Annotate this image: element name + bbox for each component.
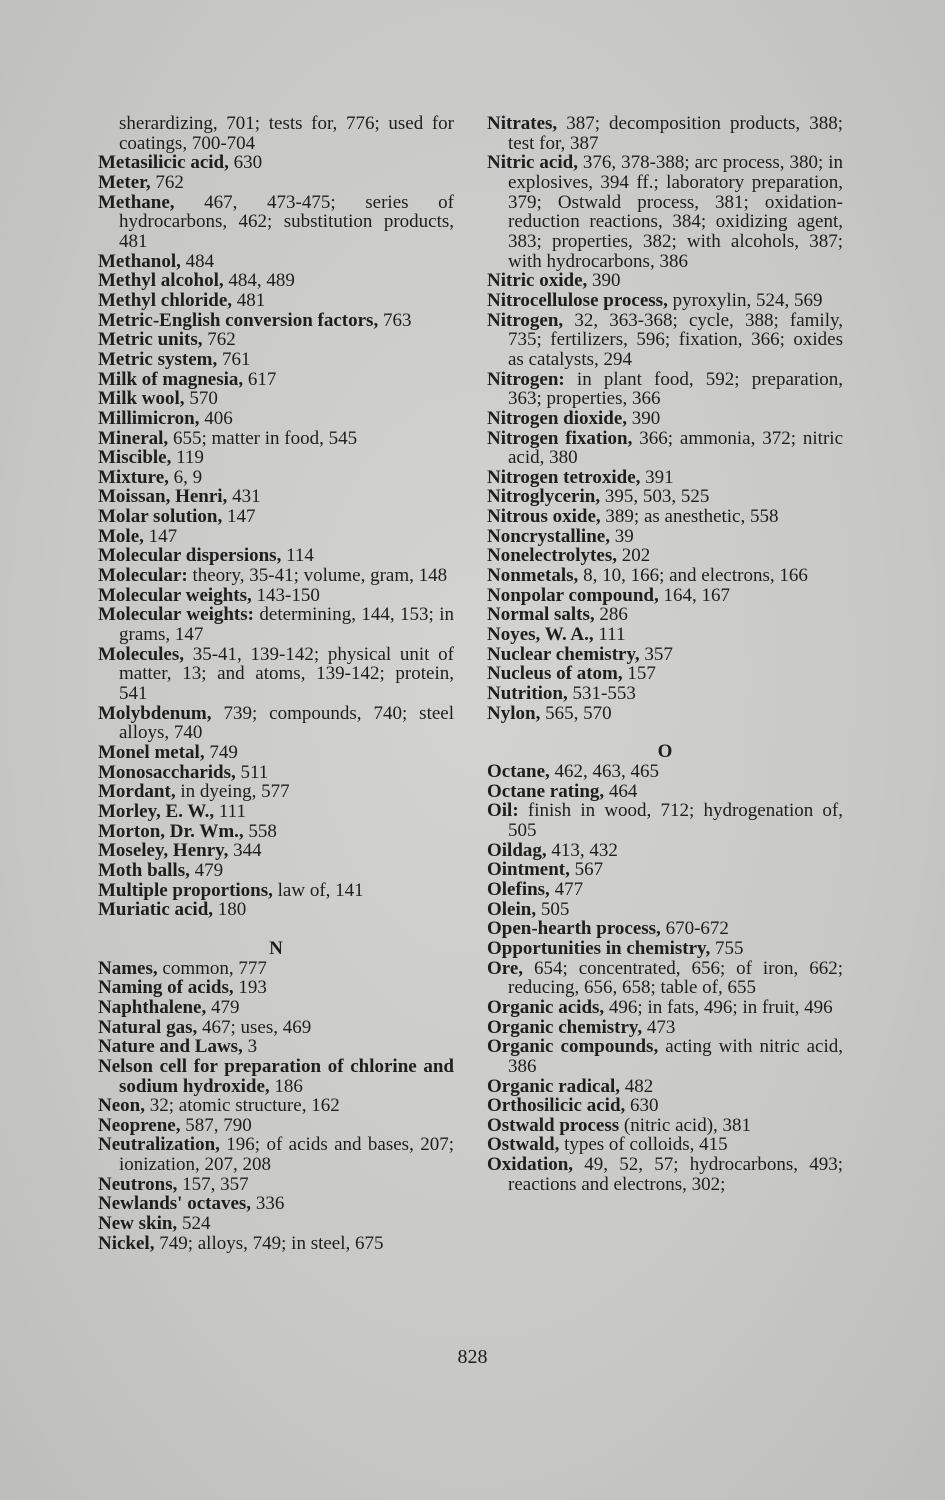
entry-pages: 496; in fats, 496; in fruit, 496: [604, 996, 833, 1018]
index-entry: [98, 1214, 454, 1234]
index-entry: [98, 291, 454, 311]
entry-term: Octane rating,: [487, 780, 605, 802]
entry-pages: 655; matter in food, 545: [168, 427, 358, 449]
index-entry: [487, 1077, 843, 1097]
entry-pages: 376, 378-388; arc process, 380; in explosives, 394 ff.; laboratory preparation, 379; Ostwald process, 381; oxidation-reduction reactions, 384; oxidizing agent, 383; properties, 382; with alcohols, 387; with hydrocarbons, 386: [508, 152, 843, 272]
index-entry: [98, 1234, 454, 1254]
entry-pages: 186: [269, 1075, 303, 1097]
index-entry: [98, 311, 454, 331]
entry-pages: 413, 432: [546, 839, 618, 861]
entry-term: Neutrons,: [98, 1173, 178, 1195]
index-entry: [98, 507, 454, 527]
entry-term: Moth balls,: [98, 859, 190, 881]
entry-pages: 344: [228, 840, 262, 862]
entry-pages: types of colloids, 415: [559, 1134, 728, 1156]
entry-term: Milk of magnesia,: [98, 368, 244, 390]
index-entry: [98, 252, 454, 272]
entry-pages: law of, 141: [272, 879, 364, 901]
index-entry: [487, 1018, 843, 1038]
entry-pages: 762: [150, 171, 184, 193]
entry-term: Molecular weights,: [98, 584, 252, 606]
entry-term: Metric system,: [98, 348, 218, 370]
right-column: [487, 114, 843, 1194]
entry-term: Nelson cell for preparation of chlorine and sodium hydroxide,: [98, 1055, 454, 1097]
entry-pages: 164, 167: [658, 584, 731, 606]
entry-term: Nylon,: [487, 702, 541, 724]
index-entry: [487, 762, 843, 782]
index-entry: [487, 704, 843, 724]
entry-pages: 511: [235, 761, 269, 783]
entry-pages: 755: [710, 937, 744, 959]
entry-term: Muriatic acid,: [98, 899, 214, 921]
index-entry: [98, 782, 454, 802]
entry-term: Neutralization,: [98, 1134, 220, 1156]
entry-term: Nucleus of atom,: [487, 663, 623, 685]
index-entry: [487, 880, 843, 900]
index-entry: [487, 271, 843, 291]
entry-pages: 390: [627, 407, 661, 429]
index-entry: [98, 566, 454, 586]
entry-pages: 114: [281, 545, 314, 567]
entry-term: Nutrition,: [487, 683, 568, 705]
entry-pages: 193: [233, 977, 267, 999]
index-entry: [487, 487, 843, 507]
index-entry: [98, 704, 454, 743]
entry-pages: 630: [625, 1095, 659, 1117]
entry-term: Moissan, Henri,: [98, 486, 228, 508]
entry-term: Monel metal,: [98, 742, 205, 763]
index-entry: [98, 1037, 454, 1057]
index-entry: [98, 763, 454, 783]
index-entry: [487, 370, 843, 409]
index-entry: [98, 881, 454, 901]
index-entry: [98, 546, 454, 566]
index-entry: [487, 429, 843, 468]
entry-term: Names,: [98, 957, 158, 979]
entry-term: Oildag,: [487, 839, 547, 861]
index-entry: [98, 861, 454, 881]
entry-term: Ointment,: [487, 859, 570, 881]
index-entry: [98, 173, 454, 193]
entry-term: Neoprene,: [98, 1114, 181, 1136]
entry-pages: 505: [536, 898, 570, 920]
index-entry: [98, 822, 454, 842]
entry-pages: 467, 473-475; series of hydrocarbons, 462; substitution products, 481: [119, 191, 454, 252]
index-entry: [487, 1135, 843, 1155]
entry-term: Molybdenum,: [98, 702, 212, 724]
entry-term: Nonelectrolytes,: [487, 545, 617, 567]
index-entry: [98, 1057, 454, 1096]
entry-pages: 482: [619, 1075, 654, 1097]
entry-pages: 531-553: [567, 683, 636, 705]
entry-pages: 389; as anesthetic, 558: [600, 506, 779, 528]
entry-pages: 6, 9: [168, 466, 203, 488]
entry-pages: 524: [177, 1213, 211, 1235]
entry-term: Nitrous oxide,: [487, 506, 601, 528]
entry-pages: sherardizing, 701; tests for, 776; used for coatings, 700-704: [119, 113, 454, 154]
entry-term: Normal salts,: [487, 604, 595, 626]
entry-pages: 477: [549, 878, 584, 900]
entry-term: Nitrogen tetroxide,: [487, 466, 641, 488]
entry-pages: 391: [640, 466, 674, 488]
index-entry: [98, 1116, 454, 1136]
entry-term: Oil:: [487, 800, 519, 822]
index-entry: [98, 114, 454, 153]
entry-pages: 387; decomposition products, 388; test for, 387: [508, 113, 843, 154]
index-entry: [98, 841, 454, 861]
entry-term: Meter,: [98, 171, 151, 193]
entry-pages: 390: [587, 270, 621, 292]
entry-term: New skin,: [98, 1213, 178, 1235]
index-entry: [487, 959, 843, 998]
entry-pages: 464: [604, 780, 638, 802]
index-entry: [98, 468, 454, 488]
index-entry: [487, 801, 843, 840]
index-entry: [98, 350, 454, 370]
entry-pages: (nitric acid), 381: [619, 1114, 752, 1136]
index-entry: [98, 330, 454, 350]
entry-term: Organic chemistry,: [487, 1016, 643, 1038]
index-entry: [487, 468, 843, 488]
index-entry: [487, 311, 843, 370]
entry-pages: 479: [206, 996, 240, 1018]
entry-pages: 484: [180, 250, 215, 272]
entry-pages: 749: [204, 742, 238, 763]
entry-pages: 739; compounds, 740; steel alloys, 740: [119, 702, 454, 744]
index-entry: [98, 527, 454, 547]
entry-pages: 157: [622, 663, 656, 685]
entry-pages: 366; ammonia, 372; nitric acid, 380: [508, 427, 844, 469]
entry-pages: 479: [189, 859, 224, 881]
entry-pages: determining, 144, 153; in grams, 147: [119, 604, 455, 646]
index-entry: [487, 919, 843, 939]
entry-term: Opportunities in chemistry,: [487, 937, 711, 959]
entry-term: Molecular weights:: [98, 604, 254, 626]
entry-term: Nonpolar compound,: [487, 584, 659, 606]
index-entry: [487, 114, 843, 153]
entry-pages: finish in wood, 712; hydrogenation of, 505: [508, 800, 843, 841]
entry-pages: 670-672: [660, 918, 729, 940]
entry-term: Nitrogen:: [487, 368, 565, 390]
entry-term: Naming of acids,: [98, 977, 234, 999]
index-entry: [487, 507, 843, 527]
entry-term: Nitroglycerin,: [487, 486, 601, 508]
entry-term: Oxidation,: [487, 1154, 574, 1176]
entry-term: Monosaccharids,: [98, 761, 236, 783]
entry-pages: 630: [228, 152, 263, 174]
index-entry: [487, 625, 843, 645]
entry-term: Noncrystalline,: [487, 525, 610, 547]
entry-pages: 111: [593, 624, 626, 646]
index-entry: [98, 998, 454, 1018]
entry-term: Ostwald process: [487, 1114, 620, 1136]
entry-term: Nitrates,: [487, 113, 558, 134]
index-entry: [98, 1096, 454, 1116]
entry-term: Nickel,: [98, 1232, 155, 1254]
index-entry: [487, 860, 843, 880]
entry-term: Olefins,: [487, 878, 550, 900]
entry-term: Organic acids,: [487, 996, 605, 1018]
entry-pages: 3: [242, 1036, 258, 1058]
entry-pages: 39: [609, 525, 634, 547]
entry-pages: 565, 570: [540, 702, 612, 724]
entry-term: Molecules,: [98, 643, 185, 665]
entry-term: Methyl chloride,: [98, 289, 233, 311]
index-entry: [98, 743, 454, 763]
index-entry: [487, 1116, 843, 1136]
entry-term: Methanol,: [98, 250, 181, 272]
entry-term: Nitric acid,: [487, 152, 578, 174]
entry-pages: 286: [594, 604, 628, 626]
entry-term: Mixture,: [98, 466, 169, 488]
entry-term: Mole,: [98, 525, 144, 547]
entry-pages: 762: [202, 329, 236, 351]
entry-pages: 35-41, 139-142; physical unit of matter, 13; and atoms, 139-142; protein, 541: [119, 643, 454, 705]
index-entry: [98, 448, 454, 468]
entry-pages: 467; uses, 469: [197, 1016, 312, 1038]
entry-term: Nitrogen fixation,: [487, 427, 633, 449]
index-entry: [98, 802, 454, 822]
entry-pages: 202: [616, 545, 651, 567]
entry-term: Nature and Laws,: [98, 1036, 243, 1058]
index-entry: [98, 1175, 454, 1195]
entry-pages: 395, 503, 525: [600, 486, 710, 508]
entry-term: Molar solution,: [98, 506, 223, 528]
index-entry: [98, 389, 454, 409]
index-entry: [98, 1194, 454, 1214]
entry-pages: 32, 363-368; cycle, 388; family, 735; fertilizers, 596; fixation, 366; oxides as catalysts, 294: [508, 309, 843, 370]
entry-term: Mineral,: [98, 427, 169, 449]
entry-term: Nonmetals,: [487, 565, 579, 587]
entry-term: Nitrogen,: [487, 309, 564, 331]
entry-term: Open-hearth process,: [487, 918, 661, 940]
index-entry: [487, 153, 843, 271]
entry-pages: in plant food, 592; preparation, 363; properties, 366: [508, 368, 843, 410]
entry-pages: 617: [243, 368, 277, 390]
entry-term: Natural gas,: [98, 1016, 198, 1038]
entry-pages: 761: [217, 348, 251, 370]
index-entry: [487, 605, 843, 625]
index-entry: [98, 1135, 454, 1174]
entry-term: Organic radical,: [487, 1075, 620, 1097]
index-entry: [98, 586, 454, 606]
entry-term: Moseley, Henry,: [98, 840, 229, 862]
entry-pages: 431: [227, 486, 261, 508]
entry-term: Olein,: [487, 898, 537, 920]
index-entry: [487, 566, 843, 586]
entry-pages: 8, 10, 166; and electrons, 166: [578, 565, 808, 587]
entry-term: Orthosilicic acid,: [487, 1095, 626, 1117]
index-entry: [98, 153, 454, 173]
entry-pages: 481: [232, 289, 266, 311]
index-entry: [98, 1018, 454, 1038]
index-entry: [487, 684, 843, 704]
index-entry: [98, 959, 454, 979]
entry-term: Octane,: [487, 761, 550, 782]
index-entry: [487, 546, 843, 566]
entry-pages: 157, 357: [177, 1173, 249, 1195]
entry-pages: 143-150: [251, 584, 320, 606]
index-entry: [98, 370, 454, 390]
entry-pages: 763: [378, 309, 412, 331]
entry-pages: acting with nitric acid, 386: [508, 1036, 843, 1077]
entry-term: Ostwald,: [487, 1134, 560, 1156]
entry-term: Newlands' octaves,: [98, 1193, 252, 1215]
entry-pages: 111: [214, 800, 246, 822]
entry-pages: 558: [243, 820, 277, 842]
entry-pages: in dyeing, 577: [175, 781, 290, 803]
entry-pages: 654; concentrated, 656; of iron, 662; reducing, 656, 658; table of, 655: [508, 957, 843, 999]
entry-pages: theory, 35-41; volume, gram, 148: [187, 565, 448, 587]
entry-pages: 119: [171, 447, 204, 469]
index-entry: [487, 1155, 843, 1194]
index-entry: [487, 1037, 843, 1076]
entry-term: Milk wool,: [98, 388, 185, 410]
index-entry: [487, 645, 843, 665]
entry-term: Molecular:: [98, 565, 188, 587]
index-entry: [487, 782, 843, 802]
entry-term: Noyes, W. A.,: [487, 624, 594, 646]
index-entry: [98, 645, 454, 704]
entry-term: Organic compounds,: [487, 1036, 659, 1058]
index-entry: [487, 409, 843, 429]
index-entry: [487, 527, 843, 547]
entry-pages: 484, 489: [223, 270, 295, 292]
entry-term: Morton, Dr. Wm.,: [98, 820, 244, 842]
entry-term: Morley, E. W.,: [98, 800, 215, 822]
entry-term: Methane,: [98, 191, 175, 213]
entry-term: Metric units,: [98, 329, 203, 351]
index-entry: [98, 978, 454, 998]
section-letter: N: [269, 937, 283, 959]
entry-pages: 336: [251, 1193, 285, 1215]
entry-term: Nitrogen dioxide,: [487, 407, 628, 429]
entry-term: Neon,: [98, 1095, 145, 1117]
entry-term: Metasilicic acid,: [98, 152, 229, 174]
entry-term: Nuclear chemistry,: [487, 643, 640, 665]
index-entry: [487, 998, 843, 1018]
index-entry: [98, 605, 454, 644]
index-entry: [487, 841, 843, 861]
index-entry: [487, 1096, 843, 1116]
entry-pages: 567: [569, 859, 604, 881]
entry-term: Methyl alcohol,: [98, 270, 224, 292]
entry-pages: 587, 790: [180, 1114, 252, 1136]
entry-term: Molecular dispersions,: [98, 545, 282, 567]
entry-term: Millimicron,: [98, 407, 200, 429]
index-entry: [487, 900, 843, 920]
section-letter: O: [657, 741, 673, 763]
entry-term: Multiple proportions,: [98, 879, 273, 901]
entry-term: Nitrocellulose process,: [487, 289, 668, 311]
entry-pages: 32; atomic structure, 162: [144, 1095, 340, 1117]
index-entry: [98, 271, 454, 291]
entry-pages: 570: [184, 388, 218, 410]
entry-pages: 462, 463, 465: [549, 761, 660, 782]
entry-pages: 749; alloys, 749; in steel, 675: [154, 1232, 384, 1254]
entry-pages: 147: [143, 525, 178, 547]
entry-term: Nitric oxide,: [487, 270, 588, 292]
index-entry: [98, 487, 454, 507]
index-entry: [98, 193, 454, 252]
page-number: 828: [457, 1346, 488, 1368]
entry-pages: pyroxylin, 524, 569: [667, 289, 823, 311]
entry-term: Naphthalene,: [98, 996, 207, 1018]
index-entry: [98, 409, 454, 429]
entry-pages: 357: [639, 643, 673, 665]
entry-term: Ore,: [487, 957, 524, 979]
left-column: [98, 114, 454, 1253]
index-entry: [98, 429, 454, 449]
entry-pages: 406: [199, 407, 233, 429]
entry-pages: 147: [222, 506, 256, 528]
entry-term: Mordant,: [98, 781, 176, 803]
entry-pages: 180: [213, 899, 247, 921]
index-entry: [487, 586, 843, 606]
entry-pages: 49, 52, 57; hydrocarbons, 493; reactions and electrons, 302;: [508, 1154, 843, 1195]
entry-term: Metric-English conversion factors,: [98, 309, 379, 331]
entry-pages: 473: [642, 1016, 676, 1038]
index-entry: [487, 939, 843, 959]
index-entry: [98, 900, 454, 920]
entry-pages: common, 777: [157, 957, 267, 979]
entry-term: Miscible,: [98, 447, 172, 469]
entry-pages: 196; of acids and bases, 207; ionization, 207, 208: [119, 1134, 454, 1176]
index-entry: [487, 291, 843, 311]
index-entry: [487, 664, 843, 684]
